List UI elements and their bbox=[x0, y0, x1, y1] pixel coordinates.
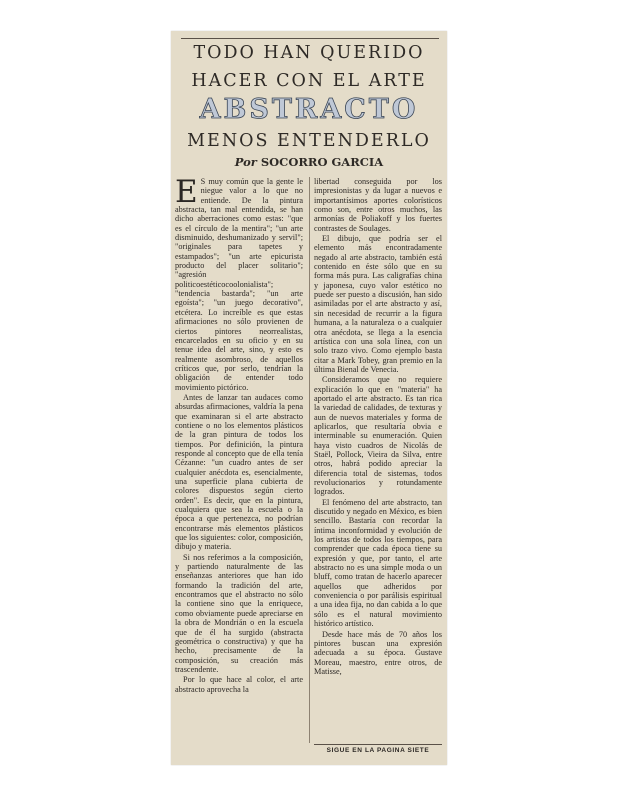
paragraph-1 bbox=[175, 177, 303, 392]
top-rule bbox=[181, 38, 439, 39]
headline-line-4: MENOS ENTENDERLO bbox=[187, 131, 431, 151]
paragraph-9: Desde hace más de 70 años los pintores buscan una expresión adecuada a su época. Gustave Moreau, maestro, entre otros, de Matisse, bbox=[314, 629, 442, 676]
byline-author: SOCORRO GARCIA bbox=[260, 155, 384, 169]
paragraph-7: Consideramos que no requiere explicación lo que en "materia" ha aportado el arte abstracto. Es tan rica la variedad de calidades, de texturas y aun de nuevos materiales y forma de aplicarlos, que resultaría obvia e interminable su enumeración. Quien haya visto cuadros de Nicolás de Staël, Pollock, Vieira da Silva, entre otros, habrá podido apreciar la diferencia total de sistemas, todos revolucionarios y rotundamente logrados. bbox=[314, 375, 442, 497]
paragraph-6: El dibujo, que podría ser el elemento más encontradamente negado al arte abstracto, también está contenido en éste sólo que en su forma más pura. Las caligrafías china y japonesa, cuyo valor estético no puede ser puesto a discusión, han sido asimiladas por el arte abstracto y así, sin necesidad de recurrir a la figura humana, a la naturaleza o a cualquier otra anécdota, se llega a la esencia artística con una sola línea, con un solo trazo vivo. Como ejemplo basta citar a Mark Tobey, gran premio en la última Bienal de Venecia. bbox=[314, 234, 442, 374]
headline-line-2: HACER CON EL ARTE bbox=[191, 71, 427, 91]
column-divider bbox=[309, 177, 310, 743]
paragraph-4: Por lo que hace al color, el arte abstracto aprovecha la bbox=[175, 675, 303, 694]
newspaper-clipping bbox=[171, 31, 447, 765]
drop-cap: E bbox=[175, 177, 198, 210]
article-column-1 bbox=[175, 177, 303, 743]
paragraph-5: libertad conseguida por los impresionistas y da lugar a nuevos e importantísimos aportes colorísticos como son, entre otros muchos, las armonías de Poliakoff y los fuertes contrastes de Soulages. bbox=[314, 177, 442, 233]
headline-line-1: TODO HAN QUERIDO bbox=[193, 43, 425, 63]
headline-line-3: ABSTRACTO bbox=[199, 94, 419, 125]
byline-prefix: Por bbox=[234, 155, 257, 169]
paragraph-2: Antes de lanzar tan audaces como absurdas afirmaciones, valdría la pena que examinaran si el arte abstracto contiene o no los elementos plásticos de la gran pintura de todos los tiempos. Por definición, la pintura responde al concepto que de ella tenía Cézanne: "un cuadro antes de ser cualquier anécdota es, esencialmente, una superficie plana cubierta de colores dispuestos según cierto orden". Es decir, que en la pintura, cualquiera que sea la escuela o la época a que pertenezca, no podrían encontrarse más elementos plásticos que los siguientes: color, composición, dibujo y materia. bbox=[175, 392, 303, 552]
continuation-note: SIGUE EN LA PAGINA SIETE bbox=[326, 747, 430, 754]
paragraph-8: El fenómeno del arte abstracto, tan discutido y negado en México, es bien sencillo. Bastaría con recordar la íntima inconformidad y evolución de los artistas de todos los tiempos, para comprender que cada época tiene su expresión y que, por tanto, el arte abstracto no es una simple moda o un bluff, como tratan de hacerlo aparecer aquellos que adheridos por conveniencia o por parálisis espiritual a una idea fija, no dan cabida a lo que sólo es el natural movimiento histórico artístico. bbox=[314, 497, 442, 629]
byline bbox=[171, 155, 447, 169]
footer-rule bbox=[314, 744, 442, 745]
paragraph-1-text: S muy común que la gente le niegue valor a lo que no entiende. De la pintura abstracta, tan mal entendida, se han dicho aberraciones como estas: "que es el círculo de la mentira"; "un arte disminuido, deshumanizado y servil"; "originales para tapetes y estampados"; "un arte epicurista producto del placer solitario"; "agresión politicoestéticocoolonialista"; "tendencia bastarda"; "un arte egoísta"; "un juego decorativo", etcétera. Lo increíble es que estas afirmaciones no sólo provienen de ciertos pintores neorrealistas, encarcelados en su oficio y en su tenue idea del arte, sino, y esto es realmente asombroso, de aquellos críticos que, por serlo, tendrían la obligación de entender todo movimiento pictórico. bbox=[175, 177, 303, 392]
paragraph-3: Si nos referimos a la composición, y partiendo naturalmente de las enseñanzas anteriores que han ido formando la tradición del arte, encontramos que el abstracto no sólo la contiene sino que la enriquece, como obviamente puede apreciarse en la obra de Mondrián o en la escuela que de él ha surgido (abstracta geométrica o constructiva) y que ha hecho, precisamente de la composición, su creación más trascendente. bbox=[175, 552, 303, 674]
article-column-2 bbox=[314, 177, 442, 743]
